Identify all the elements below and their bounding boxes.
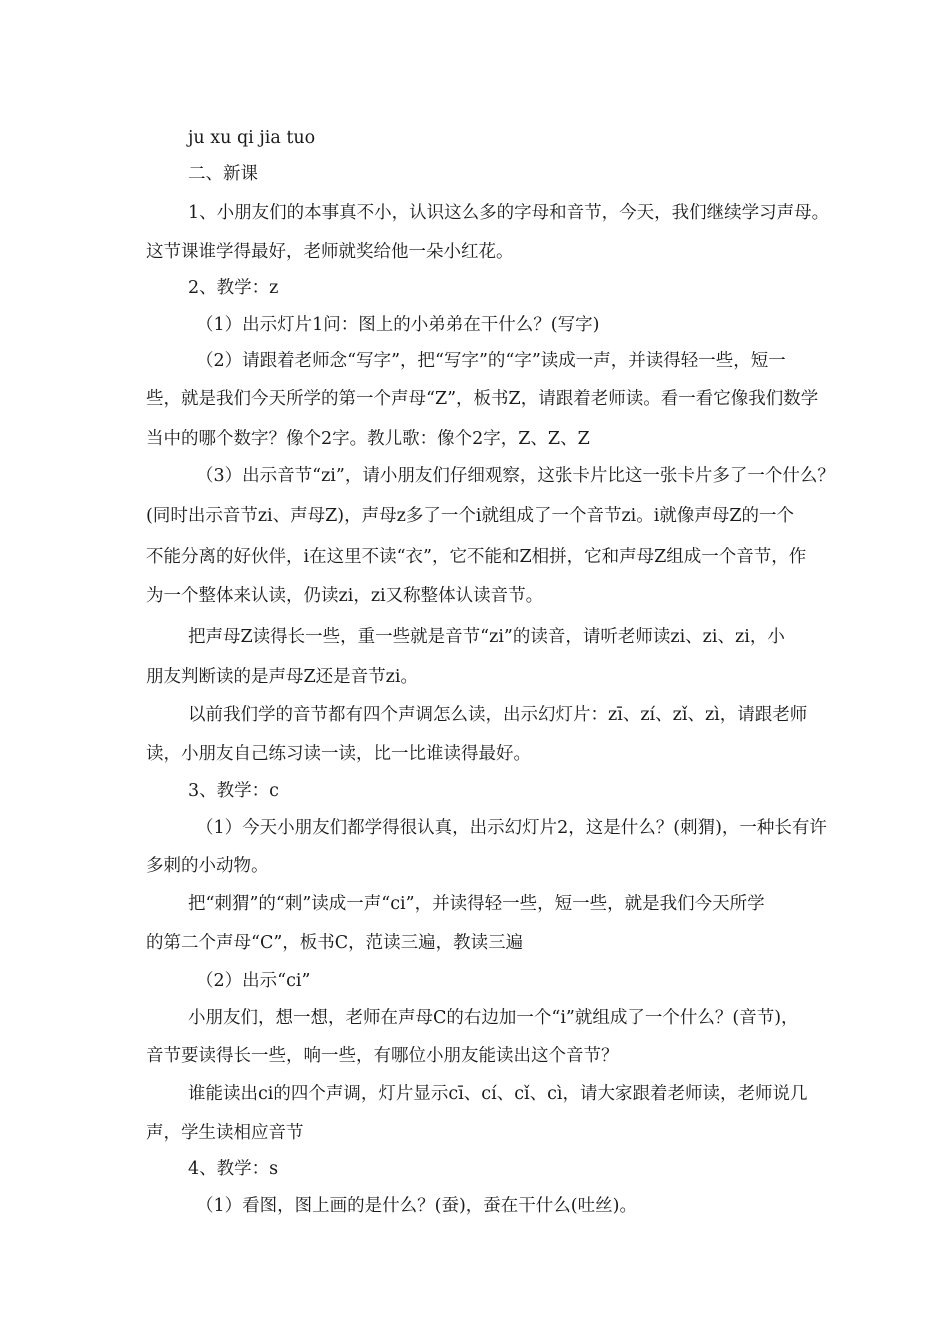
paragraph-line: 声，学生读相应音节 xyxy=(146,1123,304,1143)
paragraph-line: （1）今天小朋友们都学得很认真，出示幻灯片2，这是什么？(刺猬)，一种长有许 xyxy=(196,818,827,838)
paragraph-line: 读，小朋友自己练习读一读，比一比谁读得最好。 xyxy=(146,744,531,764)
subsection-heading: 4、教学：s xyxy=(188,1159,279,1179)
paragraph-line: 些，就是我们今天所学的第一个声母“Z”，板书Z，请跟着老师读。看一看它像我们数学 xyxy=(146,389,819,409)
paragraph-line: （2）出示“ci” xyxy=(196,971,311,991)
paragraph-line: 谁能读出ci的四个声调，灯片显示cī、cí、cǐ、cì，请大家跟着老师读，老师说几 xyxy=(188,1084,808,1104)
paragraph-line: 不能分离的好伙伴，i在这里不读“衣”，它不能和Z相拼，它和声母Z组成一个音节，作 xyxy=(146,547,807,567)
paragraph-line: （1）出示灯片1问：图上的小弟弟在干什么？(写字) xyxy=(196,315,600,335)
paragraph-line: 多刺的小动物。 xyxy=(146,856,269,876)
paragraph-line: 音节要读得长一些，响一些，有哪位小朋友能读出这个音节？ xyxy=(146,1046,619,1066)
paragraph-line: 把声母Z读得长一些，重一些就是音节“zi”的读音，请听老师读zi、zi、zi，小 xyxy=(188,627,785,647)
paragraph-line: 小朋友们，想一想，老师在声母C的右边加一个“i”就组成了一个什么？(音节)， xyxy=(188,1008,799,1028)
paragraph-line: （2）请跟着老师念“写字”，把“写字”的“字”读成一声，并读得轻一些，短一 xyxy=(196,351,786,371)
paragraph-line: 当中的哪个数字？像个2字。教儿歌：像个2字，Z、Z、Z xyxy=(146,429,590,449)
paragraph-line: (同时出示音节zi、声母Z)，声母z多了一个i就组成了一个音节zi。i就像声母Z的一个 xyxy=(146,506,795,526)
paragraph-line: 朋友判断读的是声母Z还是音节zi。 xyxy=(146,667,418,687)
subsection-heading: 2、教学：z xyxy=(188,278,279,298)
paragraph-line: （1）看图，图上画的是什么？(蚕)，蚕在干什么(吐丝)。 xyxy=(196,1196,637,1216)
paragraph-line: （3）出示音节“zi”，请小朋友们仔细观察，这张卡片比这一张卡片多了一个什么？ xyxy=(196,466,835,486)
paragraph-line: 1、小朋友们的本事真不小，认识这么多的字母和音节，今天，我们继续学习声母。 xyxy=(188,203,830,223)
paragraph-line: 把“刺猬”的“刺”读成一声“ci”，并读得轻一些，短一些，就是我们今天所学 xyxy=(188,894,765,914)
pinyin-line: ju xu qi jia tuo xyxy=(188,128,316,148)
paragraph-line: 为一个整体来认读，仍读zi，zi又称整体认读音节。 xyxy=(146,586,544,606)
paragraph-line: 这节课谁学得最好，老师就奖给他一朵小红花。 xyxy=(146,242,514,262)
paragraph-line: 的第二个声母“C”，板书C，范读三遍，教读三遍 xyxy=(146,933,524,953)
section-heading: 二、新课 xyxy=(188,164,258,184)
subsection-heading: 3、教学：c xyxy=(188,781,279,801)
paragraph-line: 以前我们学的音节都有四个声调怎么读，出示幻灯片：zī、zí、zǐ、zì，请跟老师 xyxy=(188,705,808,725)
